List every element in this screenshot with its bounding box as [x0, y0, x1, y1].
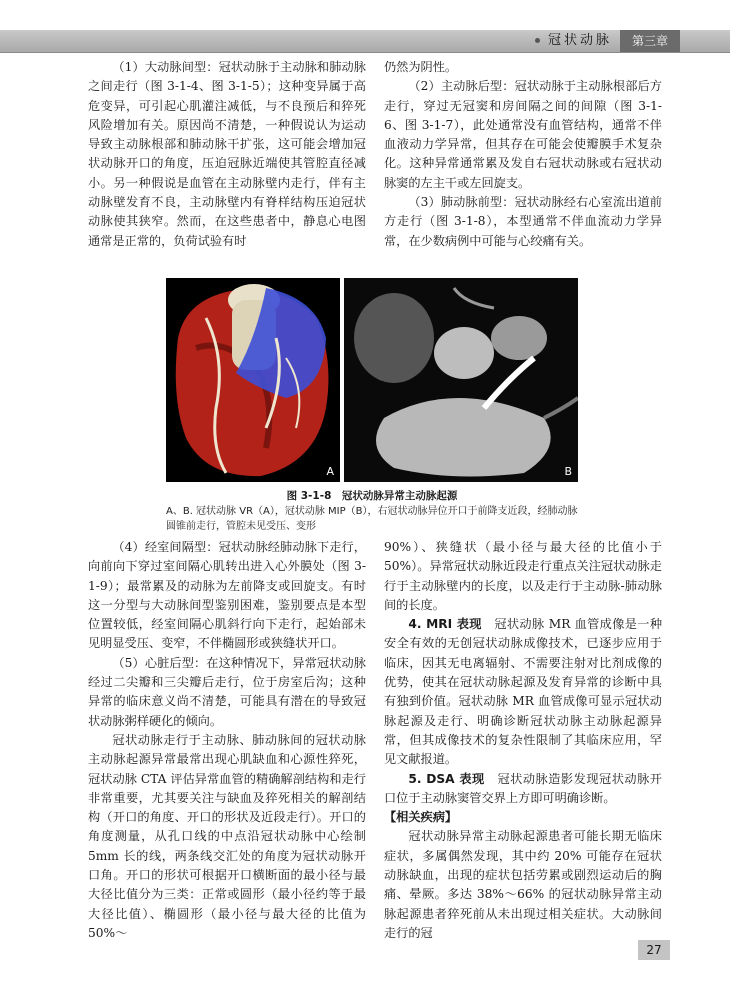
left-column-bottom	[88, 538, 366, 943]
panel-label-b: B	[564, 465, 572, 478]
paragraph-retroaortic: （2）主动脉后型：冠状动脉于主动脉根部后方走行，穿过无冠窦和房间隔之间的间隙（图 3-1-6、图 3-1-7），此处通常没有血管结构，通常不伴血液动力学异常，但其存在可能会使瓣膜手术复杂化。这种异常通常累及发自右冠状动脉或右冠状动脉窦的左主干或左回旋支。	[384, 79, 662, 190]
paragraph-cta-evaluation: 冠状动脉走行于主动脉、肺动脉间的冠状动脉主动脉起源异常最常出现心肌缺血和心源性猝死，冠状动脉 CTA 评估异常血管的精确解剖结构和走行非常重要，尤其要关注与缺血及猝死相关的解剖结构（开口的角度、开口的形状及近段走行）。开口的角度测量，从孔口线的中点沿冠状动脉中心绘制 5mm 长的线，两条线交汇处的角度为冠状动脉开口角。开口的形状可根据开口横断面的最小径与最大径比值分为三类：正常或圆形（最小径约等于最大径比值）、椭圆形（最小径与最大径的比值为 50%～	[88, 732, 366, 940]
bullet-icon	[535, 38, 540, 43]
right-column-bottom	[384, 538, 662, 943]
heart-vr-image	[166, 278, 340, 482]
figure-panel-a-vr	[166, 278, 340, 482]
page-number: 27	[638, 940, 670, 960]
right-column-top	[384, 58, 662, 251]
paragraph-interarterial: （1）大动脉间型：冠状动脉于主动脉和肺动脉之间走行（图 3-1-4、图 3-1-5）；这种变异属于高危变异，可引起心肌灌注减低，与不良预后和猝死风险增加有关。原因尚不清楚，一种假说认为运动导致主动脉根部和肺动脉干扩张，这可能会增加冠状动脉开口的角度，压迫冠脉近端使其管腔直径减小。另一种假说是血管在主动脉壁内走行，伴有主动脉壁发育不良，主动脉壁内有脊样结构压迫冠状动脉使其狭窄。然而，在这些患者中，静息心电图通常是正常的，负荷试验有时	[88, 60, 366, 248]
paragraph-transseptal: （4）经室间隔型：冠状动脉经肺动脉下走行，向前向下穿过室间隔心肌转出进入心外膜处（图 3-1-9）；最常累及的动脉为左前降支或回旋支。有时这一分型与大动脉间型鉴别困难，鉴别要点是本型位置较低，经室间隔心肌斜行向下走行，起始部未见明显受压、变窄，不伴椭圆形或狭缝状开口。	[88, 540, 366, 651]
paragraph-dsa	[384, 770, 662, 809]
panel-label-a: A	[326, 465, 334, 478]
dsa-text: 冠状动脉造影发现冠状动脉开口位于主动脉窦管交界上方即可明确诊断。	[384, 771, 662, 805]
paragraph-mri	[384, 615, 662, 769]
paragraph-prepulmonic: （3）肺动脉前型：冠状动脉经右心室流出道前方走行（图 3-1-8），本型通常不伴血流动力学异常，在少数病例中可能与心绞痛有关。	[384, 195, 662, 248]
figure-caption-text: A、B. 冠状动脉 VR（A），冠状动脉 MIP（B），右冠状动脉异位开口于前降支近段，经肺动脉圆锥前走行，管腔未见受压、变形	[166, 506, 578, 532]
dsa-label: 5. DSA 表现	[408, 771, 485, 786]
mri-label: 4. MRI 表现	[408, 617, 482, 632]
chapter-badge: 第三章	[620, 30, 680, 52]
paragraph-retrocardiac: （5）心脏后型：在这种情况下，异常冠状动脉经过二尖瓣和三尖瓣后走行，位于房室后沟；这种异常的临床意义尚不清楚，可能具有潜在的导致冠状动脉粥样硬化的倾向。	[88, 655, 366, 728]
mri-text: 冠状动脉 MR 血管成像是一种安全有效的无创冠状动脉成像技术，已逐步应用于临床，因其无电离辐射、不需要注射对比剂成像的优势，使其在冠状动脉起源及发育异常的诊断中具有独到价值。冠状动脉 MR 血管成像可显示冠状动脉起源及走行、明确诊断冠状动脉主动脉起源异常，但其成像技术的复杂性限制了其临床应用，罕见文献报道。	[384, 617, 663, 767]
figure-panel-b-mip	[344, 278, 578, 482]
running-header	[0, 30, 730, 53]
paragraph-continuation: 仍然为阴性。	[384, 60, 458, 74]
paragraph-related-disease: 冠状动脉异常主动脉起源患者可能长期无临床症状，多属偶然发现，其中约 20% 可能存在冠状动脉缺血，出现的症状包括劳累或剧烈运动后的胸痛、晕厥。多达 38%～66% 的冠状动脉异常主动脉起源患者猝死前从未出现过相关症状。大动脉间走行的冠	[384, 829, 662, 940]
coronary-mip-image	[344, 278, 578, 482]
related-disease-heading: 【相关疾病】	[384, 810, 458, 825]
figure-caption-title: 图 3-1-8 冠状动脉异常主动脉起源	[286, 490, 458, 502]
figure-3-1-8	[166, 278, 578, 482]
paragraph-continuation-bottom: 90%）、狭缝状（最小径与最大径的比值小于 50%）。异常冠状动脉近段走行重点关注冠状动脉走行于主动脉壁内的长度，以及走行于主动脉-肺动脉间的长度。	[384, 540, 662, 612]
left-column-top	[88, 58, 366, 251]
header-title: 冠状动脉	[548, 33, 613, 48]
